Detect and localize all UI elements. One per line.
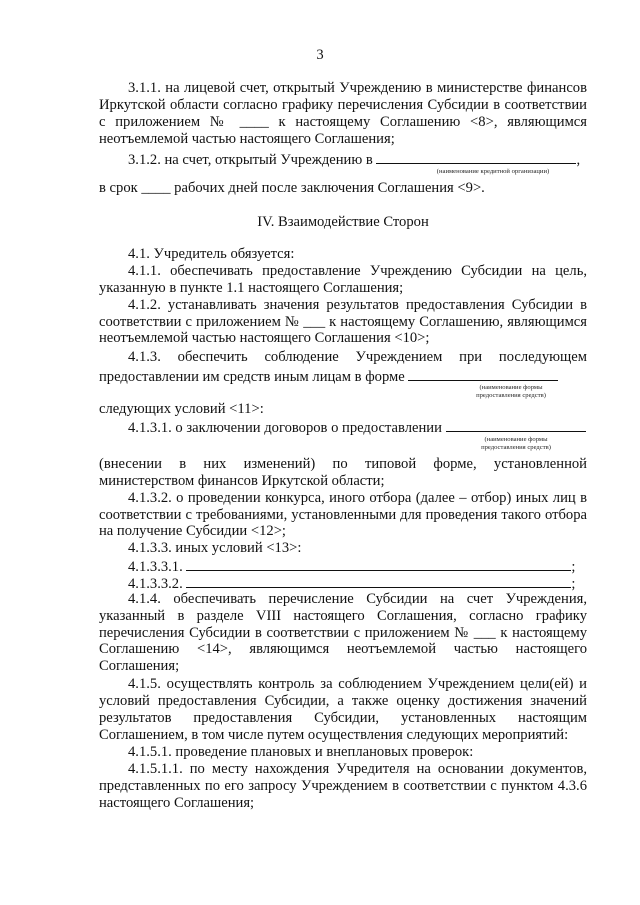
fill-in-blank	[376, 150, 576, 164]
paragraph-line: указанный в разделе VIII настоящего Соглашения, согласно графику	[99, 608, 587, 624]
field-caption: предоставления средств)	[481, 444, 551, 451]
line-text: 3.1.2. на счет, открытый Учреждению в	[128, 152, 373, 168]
line-text: предоставлении им средств иным лицам в форме	[99, 369, 405, 385]
paragraph-line: 4.1.3. обеспечить соблюдение Учреждением при последующем	[128, 349, 587, 365]
paragraph-line: соответствии с требованиями, установленными для проведения такого отбора	[99, 507, 587, 523]
paragraph-line: Соглашением, в том числе путем осуществления следующих мероприятий:	[99, 727, 569, 743]
section-heading: IV. Взаимодействие Сторон	[257, 214, 429, 230]
paragraph-line: в срок ____ рабочих дней после заключения Соглашения <9>.	[99, 180, 485, 196]
paragraph-line: с приложением № ____ к настоящему Соглашению <8>, являющимся	[99, 114, 587, 130]
fill-in-blank	[186, 574, 571, 588]
paragraph-line: неотъемлемой частью настоящего Соглашения;	[99, 131, 395, 147]
paragraph-line: 4.1. Учредитель обязуется:	[128, 246, 295, 262]
paragraph-line	[128, 150, 587, 168]
paragraph-line: Иркутской области согласно графику перечисления Субсидии в соответствии	[99, 97, 587, 113]
paragraph-line: перечисления Субсидии в соответствии с приложением № ___ к настоящему	[99, 625, 587, 641]
paragraph-line: 4.1.4. обеспечивать перечисление Субсидии на счет Учреждения,	[128, 591, 587, 607]
line-punct: ;	[571, 576, 576, 592]
field-caption: (наименование формы	[484, 436, 548, 443]
paragraph-line: представленных по его запросу Учреждением в соответствии с пунктом 4.3.6	[99, 778, 587, 794]
paragraph-line: 4.1.5.1. проведение плановых и внеплановых проверок:	[128, 744, 474, 760]
line-punct: ,	[576, 152, 581, 168]
paragraph-line: 4.1.5. осуществлять контроль за соблюдением Учреждением цели(ей) и	[128, 676, 587, 692]
paragraph-line: результатов предоставления Субсидии, установленных настоящим	[99, 710, 587, 726]
paragraph-line: 4.1.5.1.1. по месту нахождения Учредителя на основании документов,	[128, 761, 587, 777]
field-caption: (наименование кредитной организации)	[436, 168, 550, 175]
paragraph-line: 4.1.3.3. иных условий <13>:	[128, 540, 302, 556]
fill-in-blank	[408, 367, 558, 381]
field-caption: (наименование формы	[479, 384, 543, 391]
paragraph-line: следующих условий <11>:	[99, 401, 264, 417]
paragraph-line: (внесении в них изменений) по типовой форме, установленной	[99, 456, 587, 472]
paragraph-line	[128, 418, 587, 436]
page-number: 3	[316, 47, 324, 63]
paragraph-line: настоящего Соглашения;	[99, 795, 255, 811]
paragraph-line	[128, 557, 587, 575]
paragraph-line: 3.1.1. на лицевой счет, открытый Учреждению в министерстве финансов	[128, 80, 587, 96]
field-caption: предоставления средств)	[476, 392, 546, 399]
line-text: 4.1.3.3.2.	[128, 576, 183, 592]
paragraph-line	[128, 574, 587, 592]
paragraph-line: 4.1.2. устанавливать значения результатов предоставления Субсидии в	[128, 297, 587, 313]
line-text: 4.1.3.1. о заключении договоров о предоставлении	[128, 420, 442, 436]
fill-in-blank	[186, 557, 571, 571]
paragraph-line: Соглашения;	[99, 658, 180, 674]
paragraph-line: неотъемлемой частью настоящего Соглашения <10>;	[99, 330, 430, 346]
paragraph-line	[99, 367, 587, 385]
paragraph-line: условий предоставления Субсидии, а также оценку достижения значений	[99, 693, 587, 709]
paragraph-line: 4.1.3.2. о проведении конкурса, иного отбора (далее – отбор) иных лиц в	[128, 490, 587, 506]
paragraph-line: соответствии с приложением № ___ к настоящему Соглашению, являющимся	[99, 314, 587, 330]
paragraph-line: министерством финансов Иркутской области;	[99, 473, 385, 489]
fill-in-blank	[446, 418, 586, 432]
paragraph-line: указанную в пункте 1.1 настоящего Соглашения;	[99, 280, 404, 296]
line-text: 4.1.3.3.1.	[128, 559, 183, 575]
paragraph-line: 4.1.1. обеспечивать предоставление Учреждению Субсидии на цель,	[128, 263, 587, 279]
paragraph-line: Соглашению <14>, являющимся неотъемлемой частью настоящего	[99, 641, 587, 657]
line-punct: ;	[571, 559, 576, 575]
paragraph-line: на получение Субсидии <12>;	[99, 523, 286, 539]
